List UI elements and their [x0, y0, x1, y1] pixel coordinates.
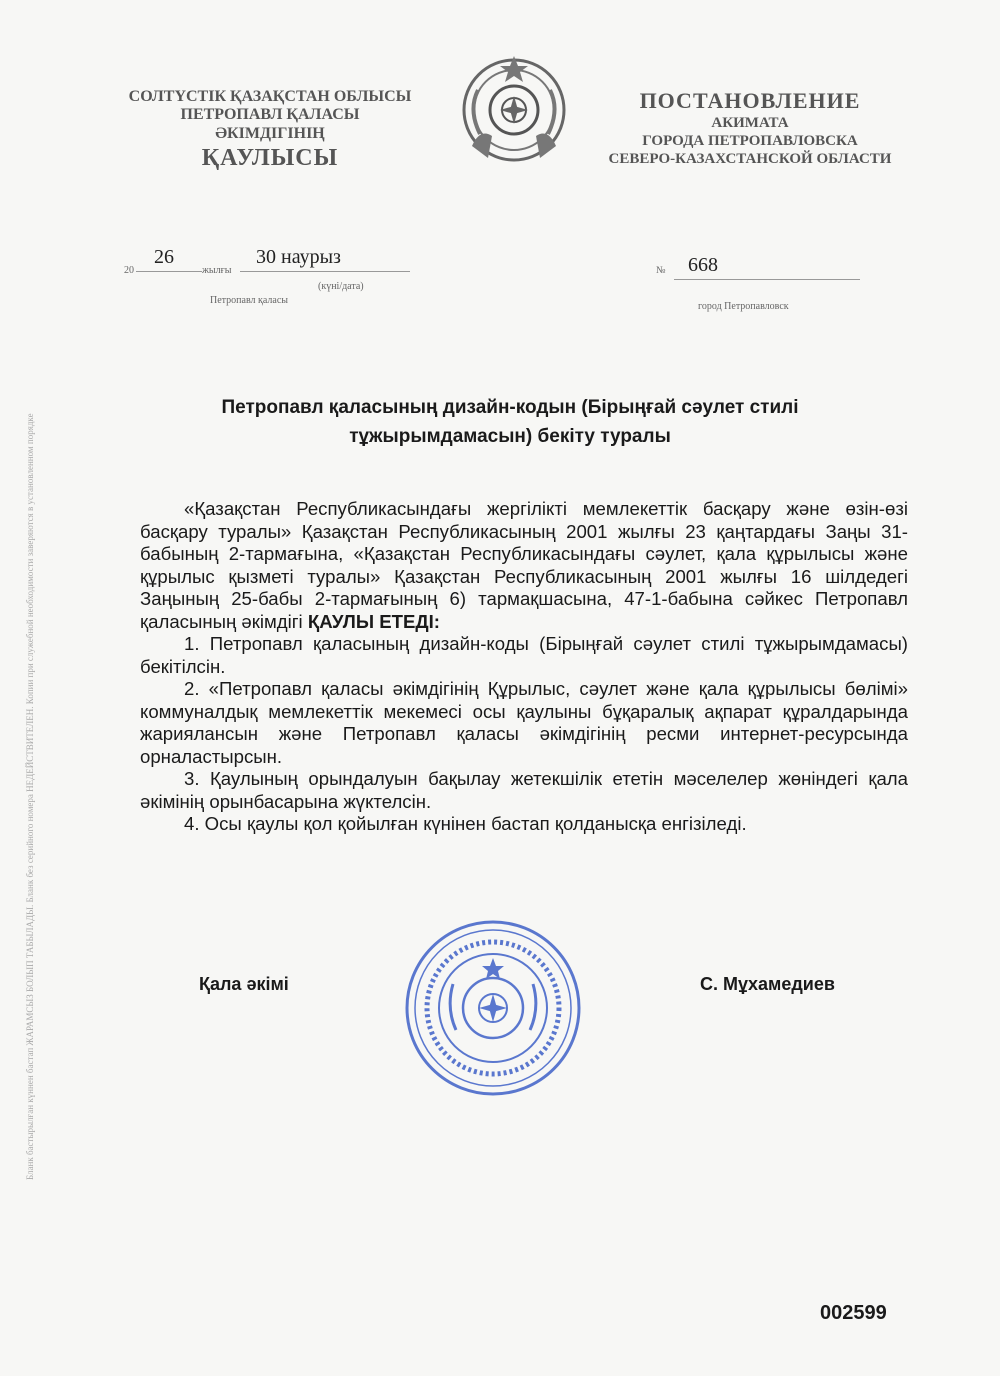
list-item: 2. «Петропавл қаласы әкімдігінің Құрылыс, сәулет және қала құрылысы бөлімі» коммуналдық мемлекеттік мекемесі осы қаулыны бұқаралық ақпарат құралдарында жариялансын және Петропавл қаласы әкімдігінің ресми интернет-ресурсында орналастырсын.: [140, 678, 908, 767]
place-ru: город Петропавловск: [698, 301, 789, 312]
list-item: 3. Қаулының орындалуын бақылау жетекшілік ететін мәселелер жөніндегі қала әкімінің орынбасарына жүктелсін.: [140, 768, 908, 812]
header-right-russian: [580, 88, 920, 168]
header-left-line-3: ӘКІМДІГІНІҢ: [215, 124, 325, 142]
document-body: [140, 498, 908, 836]
header-right-line-1: ПОСТАНОВЛЕНИЕ: [639, 88, 861, 113]
date-block: [120, 243, 420, 313]
preamble-paragraph: [140, 498, 908, 633]
century-label: 20: [124, 265, 134, 276]
day-month-underline: [240, 271, 410, 272]
header-left-line-2: ПЕТРОПАВЛ ҚАЛАСЫ: [180, 106, 360, 124]
number-block: [652, 243, 872, 313]
year-value: 26: [154, 246, 174, 268]
header-right-line-2: АКИМАТА: [711, 115, 789, 132]
state-emblem-icon: [458, 50, 570, 165]
header-right-line-4: СЕВЕРО-КАЗАХСТАНСКОЙ ОБЛАСТИ: [608, 151, 892, 168]
list-item: 4. Осы қаулы қол қойылған күнінен бастап қолданысқа енгізіледі.: [184, 813, 747, 834]
year-underline: [136, 271, 202, 272]
number-value: 668: [688, 254, 718, 276]
number-sign: №: [656, 265, 666, 276]
official-seal-icon: [398, 918, 588, 1098]
header-right-line-3: ГОРОДА ПЕТРОПАВЛОВСКА: [642, 133, 858, 150]
title-line-2: тұжырымдамасын) бекіту туралы: [349, 425, 671, 447]
margin-note: Бланк бастырылған күннен бастап ЖАРАМСЫЗ БОЛЫП ТАБЫЛАДЫ. Бланк без серийного номера НЕДЕЙСТВИТЕЛЕН. Копии при служебной необходимости заверяются в установленном порядке: [25, 413, 35, 1180]
place-kz: Петропавл қаласы: [210, 295, 288, 306]
title-line-1: Петропавл қаласының дизайн-кодын (Бірыңғай сәулет стилі: [221, 397, 799, 418]
preamble-text: «Қазақстан Республикасындағы жергілікті мемлекеттік басқару және өзін-өзі басқару туралы» Қазақстан Республикасының 2001 жылғы 23 қаңтардағы Заңы 31-бабының 2-тармағына, «Қазақстан Республикасындағы сәулет, қала құрылысы және құрылыс қызметі туралы» Қазақстан Республикасының 2001 жылғы 16 шілдедегі Заңының 25-бабы 2-тармағының 6) тармақшасына, 47-1-бабына сәйкес Петропавл қаласының әкімдігі: [140, 498, 908, 632]
number-underline: [674, 279, 860, 280]
signatory-position: Қала әкімі: [199, 974, 289, 994]
decree-word: ҚАУЛЫ ЕТЕДІ:: [307, 610, 440, 632]
signatory-name: С. Мұхамедиев: [700, 974, 835, 994]
day-month-caption: (күні/дата): [318, 281, 364, 292]
document-title: [150, 394, 870, 451]
header-left-line-4: ҚАУЛЫСЫ: [201, 145, 339, 172]
serial-number: 002599: [820, 1302, 887, 1324]
year-suffix: жылғы: [202, 265, 232, 276]
day-month-value: 30 наурыз: [256, 246, 341, 268]
header-left-line-1: СОЛТҮСТІК ҚАЗАҚСТАН ОБЛЫСЫ: [128, 88, 412, 105]
list-item: 1. Петропавл қаласының дизайн-коды (Бірыңғай сәулет стилі тұжырымдамасы) бекітілсін.: [140, 633, 908, 677]
header-left-kazakh: [100, 88, 440, 173]
